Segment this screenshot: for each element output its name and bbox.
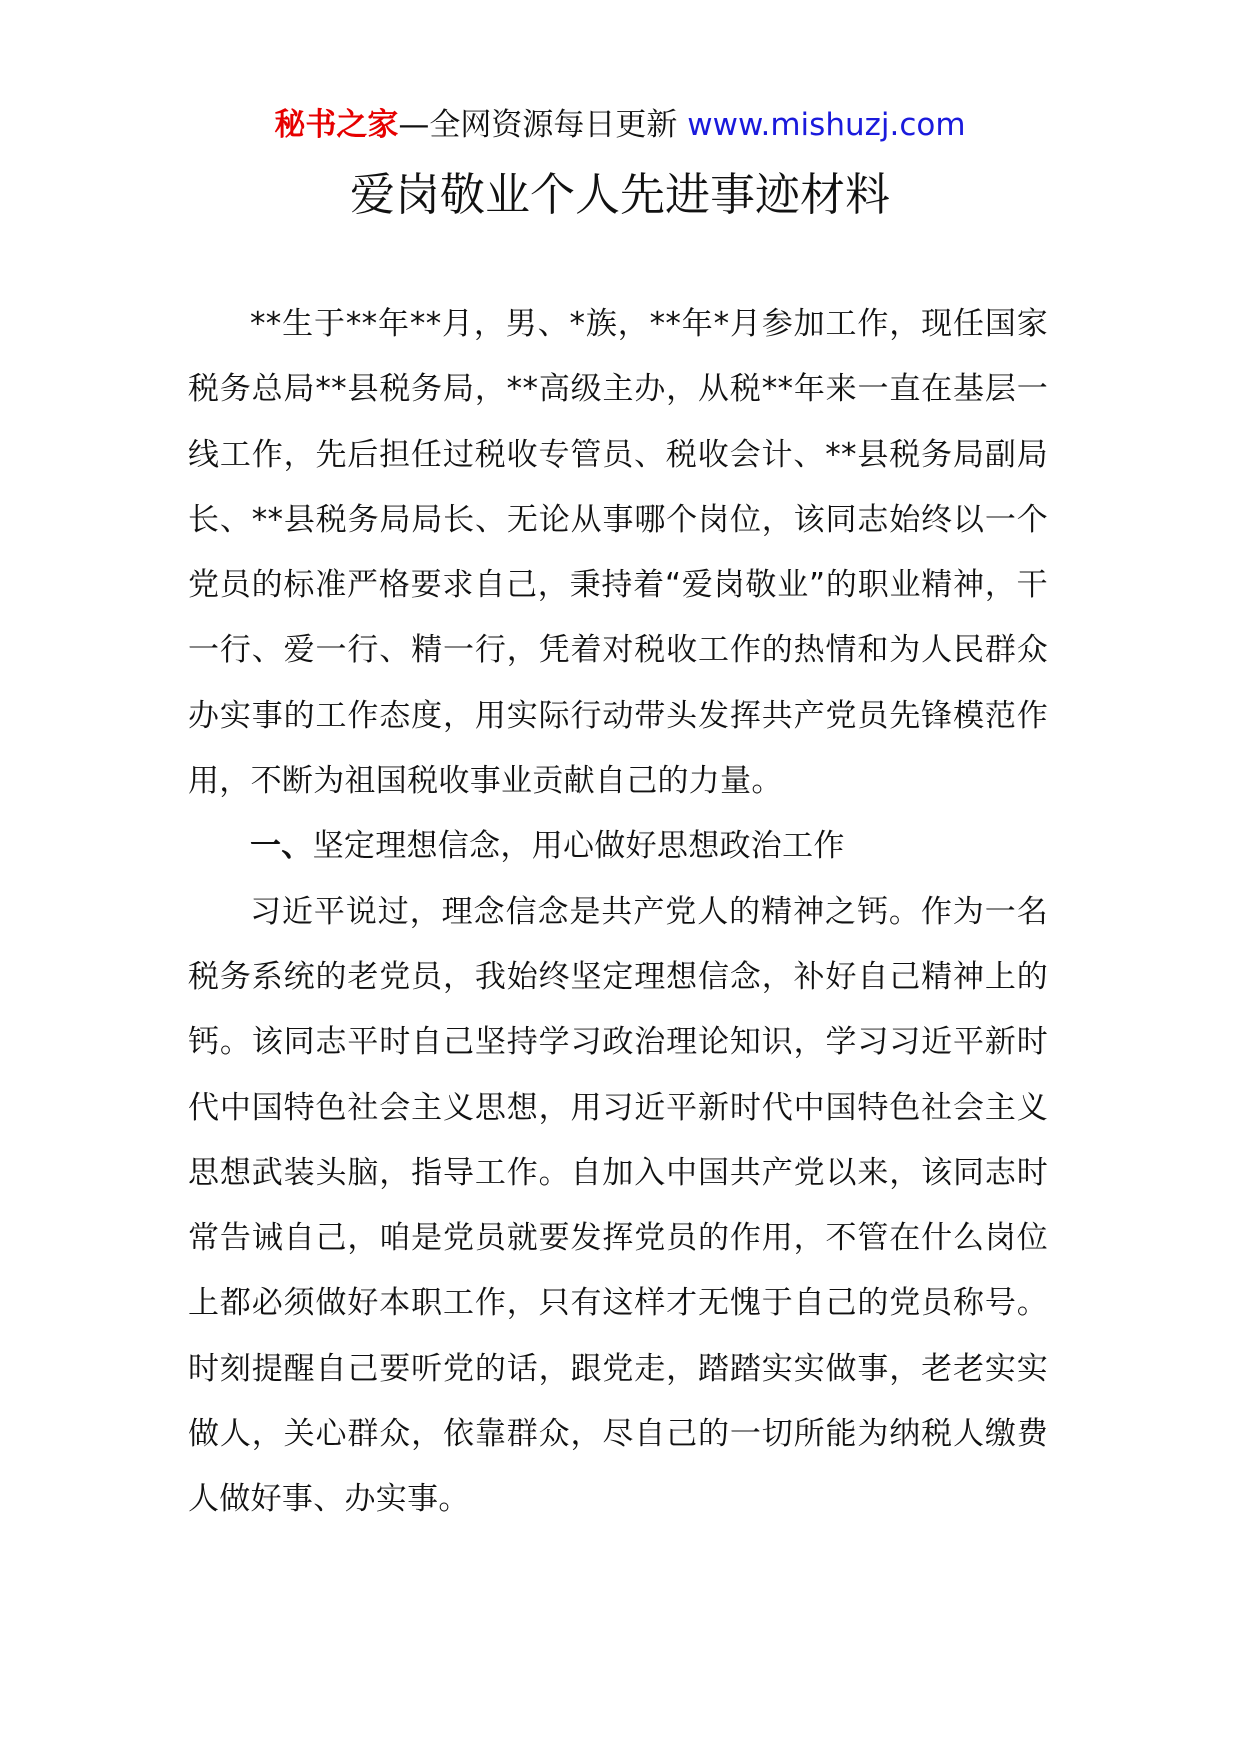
document-title: 爱岗敬业个人先进事迹材料 bbox=[349, 168, 890, 221]
section-number: 一、 bbox=[250, 828, 313, 865]
section-heading bbox=[188, 814, 1048, 879]
site-tagline: —全网资源每日更新 bbox=[398, 107, 688, 143]
intro-paragraph: **生于**年**月，男、*族，**年*月参加工作，现任国家税务总局**县税务局，**高级主办，从税**年来一直在基层一线工作，先后担任过税收专管员、税收会计、**县税务局副局长、**县税务局局长、无论从事哪个岗位，该同志始终以一个党员的标准严格要求自己，秉持着“爱岗敬业”的职业精神，干一行、爱一行、精一行，凭着对税收工作的热情和为人民群众办实事的工作态度，用实际行动带头发挥共产党员先锋模范作用，不断为祖国税收事业贡献自己的力量。 bbox=[188, 306, 1048, 800]
body-paragraph: 习近平说过，理念信念是共产党人的精神之钙。作为一名税务系统的老党员，我始终坚定理想信念，补好自己精神上的钙。该同志平时自己坚持学习政治理论知识，学习习近平新时代中国特色社会主义思想，用习近平新时代中国特色社会主义思想武装头脑，指导工作。自加入中国共产党以来，该同志时常告诫自己，咱是党员就要发挥党员的作用，不管在什么岗位上都必须做好本职工作，只有这样才无愧于自己的党员称号。时刻提醒自己要听党的话，跟党走，踏踏实实做事，老老实实做人，关心群众，依靠群众，尽自己的一切所能为纳税人缴费人做好事、办实事。 bbox=[188, 893, 1048, 1518]
section-heading-text: 坚定理想信念，用心做好思想政治工作 bbox=[312, 828, 845, 865]
site-brand: 秘书之家 bbox=[274, 107, 399, 143]
document-body bbox=[188, 292, 1048, 1533]
site-url-link[interactable]: www.mishuzj.com bbox=[687, 107, 966, 143]
site-header bbox=[0, 100, 1240, 150]
